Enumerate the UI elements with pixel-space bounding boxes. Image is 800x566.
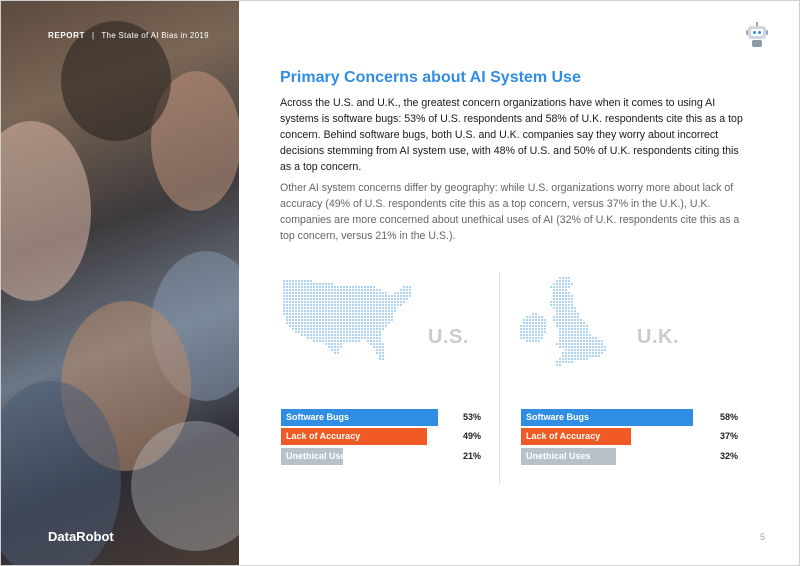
us-map (280, 274, 416, 370)
uk-value-software-bugs: 58% (720, 412, 739, 422)
page-number: 5 (760, 532, 766, 542)
uk-bar-label-software-bugs: Software Bugs (526, 412, 590, 422)
page-title: Primary Concerns about AI System Use (280, 69, 581, 86)
uk-value-unethical-uses: 32% (720, 451, 739, 461)
report-header (48, 31, 209, 40)
uk-value-lack-of-accuracy: 37% (720, 431, 739, 441)
us-bar-label-software-bugs: Software Bugs (286, 412, 350, 422)
uk-label: U.K. (637, 326, 679, 348)
us-value-software-bugs: 53% (463, 412, 482, 422)
uk-bar-row-lack-of-accuracy (521, 428, 740, 445)
us-bar-label-unethical-uses: Unethical Uses (286, 451, 351, 461)
us-bar-row-lack-of-accuracy (281, 428, 483, 445)
us-value-lack-of-accuracy: 49% (463, 431, 482, 441)
report-label: REPORT (48, 31, 85, 40)
uk-bar-label-lack-of-accuracy: Lack of Accuracy (526, 431, 601, 441)
uk-map (517, 274, 617, 370)
report-title: The State of AI Bias in 2019 (101, 31, 209, 40)
uk-bar-row-software-bugs (521, 409, 740, 426)
cover-photo (1, 1, 239, 565)
uk-bar-label-unethical-uses: Unethical Uses (526, 451, 591, 461)
section-divider (499, 272, 500, 484)
robot-icon (746, 22, 768, 48)
us-bar-label-lack-of-accuracy: Lack of Accuracy (286, 431, 361, 441)
us-value-unethical-uses: 21% (463, 451, 482, 461)
intro-paragraph: Across the U.S. and U.K., the greatest concern organizations have when it comes to using AI systems is software bugs: 53% of U.S. respondents and 58% of U.K. respondents cite this as a top concern. Behind software bugs, both U.S. and U.K. companies say they worry about incorrect decisions stemming from AI system use, with 48% of U.S. and 50% of U.K. respondents citing this as a top concern. (280, 97, 743, 173)
us-bar-row-unethical-uses (281, 448, 483, 465)
header-separator: | (91, 31, 95, 40)
us-label: U.S. (428, 326, 469, 348)
datarobot-logo: DataRobot (48, 529, 114, 544)
uk-bar-row-unethical-uses (521, 448, 740, 465)
secondary-paragraph: Other AI system concerns differ by geography: while U.S. organizations worry more about lack of accuracy (49% of U.S. respondents cite this as a top concern, versus 37% in the U.K.), U.K. companies are more concerned about unethical uses of AI (32% of U.K. respondents cite this as a top concern, versus 21% in the U.S.). (280, 182, 740, 242)
us-bar-row-software-bugs (281, 409, 483, 426)
